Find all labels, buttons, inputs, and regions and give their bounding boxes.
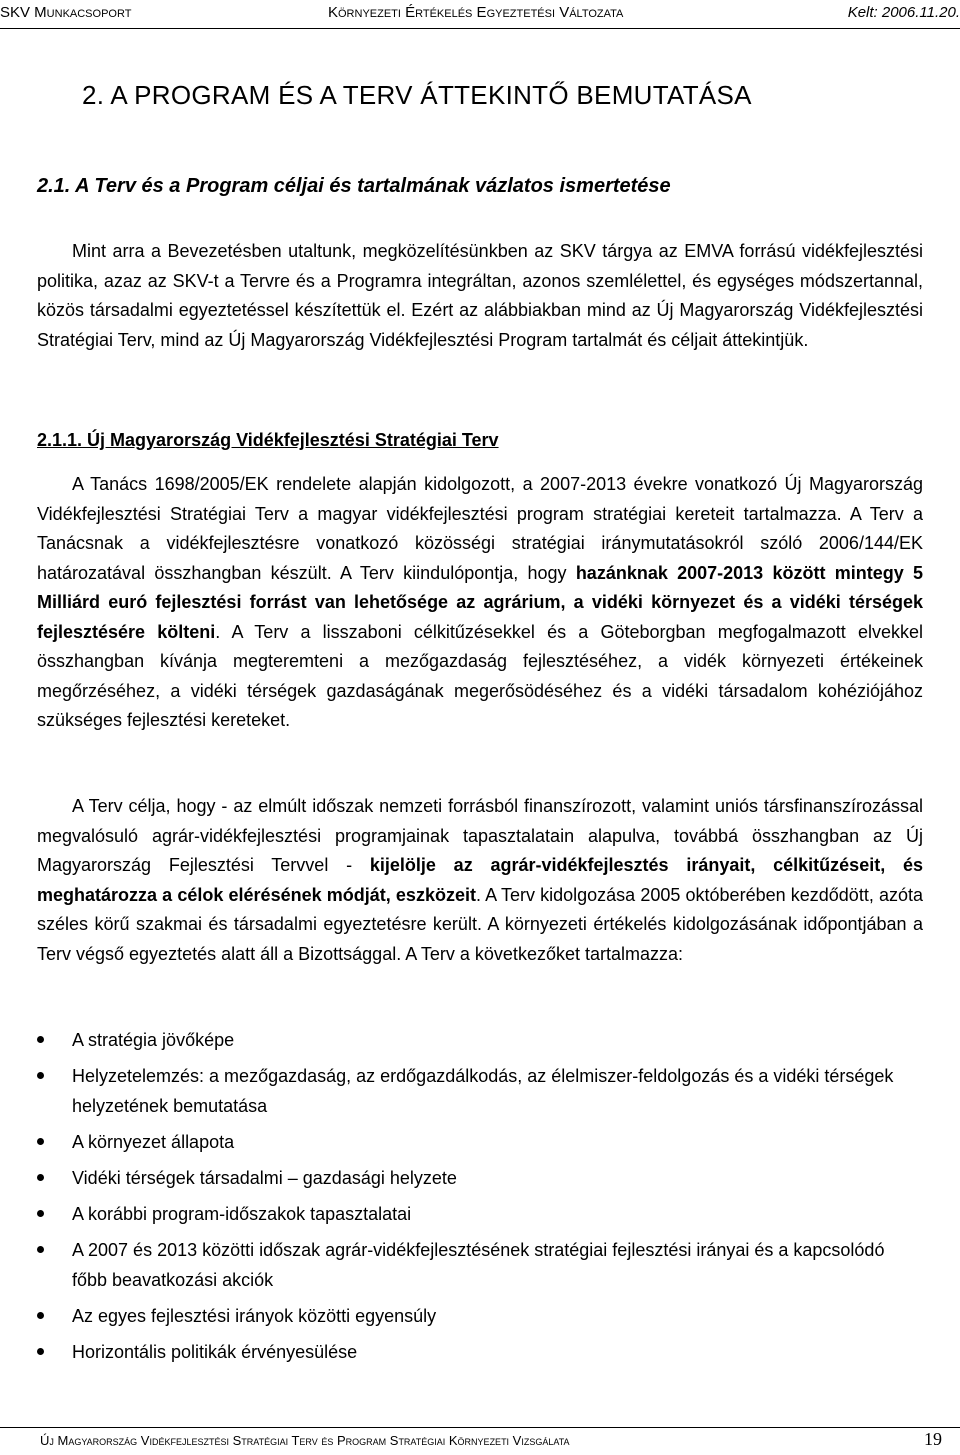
list-item: Az egyes fejlesztési irányok közötti egyensúly [37, 1301, 923, 1331]
section-title: 2. A PROGRAM ÉS A TERV ÁTTEKINTŐ BEMUTATÁSA [82, 80, 752, 110]
header-date: Kelt: 2006.11.20. [847, 4, 960, 21]
goal-text-1: A Terv célja, hogy - az elmúlt időszak nemzeti forrásból finanszírozott, valamint uniós társfinanszírozással megvalósuló agrár-vidékfejlesztési programjainak tapasztalatain alapulva, továbbá összhangban az Új Magyarország Fejlesztési Tervvel - [37, 796, 923, 875]
list-item: A korábbi program-időszakok tapasztalatai [37, 1199, 923, 1229]
list-item: Helyzetelemzés: a mezőgazdaság, az erdőgazdálkodás, az élelmiszer-feldolgozás és a vidéki térségek helyzetének bemutatása [37, 1061, 923, 1121]
subsubsection-title: 2.1.1. Új Magyarország Vidékfejlesztési Stratégiai Terv [37, 430, 499, 450]
strategy-text-bold: hazánknak 2007-2013 között mintegy 5 Milliárd euró fejlesztési forrást van lehetősége az agrárium, a vidéki környezet és a vidéki térségek fejlesztésére költeni [37, 562, 923, 642]
list-item: Vidéki térségek társadalmi – gazdasági helyzete [37, 1163, 923, 1193]
footer-title: Új Magyarország Vidékfejlesztési Stratégiai Terv és Program Stratégiai Környezeti Vizsgálata [40, 1433, 570, 1448]
footer-divider [0, 1427, 960, 1428]
goal-paragraph [37, 792, 923, 969]
strategy-paragraph [37, 470, 923, 736]
page-number: 19 [924, 1429, 942, 1449]
contents-list [37, 1025, 923, 1373]
list-item: A stratégia jövőképe [37, 1025, 923, 1055]
goal-text-2: . A Terv kidolgozása 2005 októberében kezdődött, azóta széles körű szakmai és társadalmi egyeztetésre került. A környezeti értékelés kidolgozásának időpontjában a Terv végső egyeztetés alatt áll a Bizottsággal. A Terv a következőket tartalmazza: [37, 884, 924, 964]
subsection-title: 2.1. A Terv és a Program céljai és tartalmának vázlatos ismertetése [37, 175, 671, 197]
header-divider [0, 28, 960, 29]
strategy-text-1: A Tanács 1698/2005/EK rendelete alapján kidolgozott, a 2007-2013 évekre vonatkozó Új Magyarország Vidékfejlesztési Stratégiai Terv a magyar vidékfejlesztési program stratégiai kereteit tartalmazza. A Terv a Tanácsnak a vidékfejlesztésre vonatkozó közösségi stratégiai iránymutatásokról szóló 2006/144/EK határozatával összhangban készült. A Terv kiindulópontja, hogy [37, 474, 923, 583]
list-item: A környezet állapota [37, 1127, 923, 1157]
page-header [0, 0, 960, 30]
page-footer [0, 1429, 960, 1453]
list-item: Horizontális politikák érvényesülése [37, 1337, 923, 1367]
goal-text-bold: kijelölje az agrár-vidékfejlesztés irányait, célkitűzéseit, és meghatározza a célok elérésének módját, eszközeit [37, 855, 923, 905]
strategy-text-2: . A Terv a lisszaboni célkitűzésekkel és a Göteborgban megfogalmazott elvekkel összhangban kívánja megteremteni a mezőgazdaság fejlesztéséhez, a vidék környezeti értékeinek megőrzéséhez, a vidéki térségek gazdaságának megerősödéséhez és a vidéki társadalom kohéziójához szükséges fejlesztési kereteket. [37, 621, 923, 730]
header-middle: Környezeti Értékelés Egyeztetési Változata [328, 4, 624, 21]
list-item: A 2007 és 2013 közötti időszak agrár-vidékfejlesztésének stratégiai fejlesztési irányai és a kapcsolódó főbb beavatkozási akciók [37, 1235, 923, 1295]
header-left: SKV Munkacsoport [0, 4, 132, 21]
intro-text: Mint arra a Bevezetésben utaltunk, megközelítésünkben az SKV tárgya az EMVA forrású vidékfejlesztési politika, azaz az SKV-t a Tervre és a Programra integráltan, azonos szemlélettel, és egységes módszertannal, közös társadalmi egyeztetéssel készítettük el. Ezért az alábbiakban mind az Új Magyarország Vidékfejlesztési Stratégiai Terv, mind az Új Magyarország Vidékfejlesztési Program tartalmát és céljait áttekintjük. [37, 241, 923, 350]
intro-paragraph [37, 237, 923, 355]
